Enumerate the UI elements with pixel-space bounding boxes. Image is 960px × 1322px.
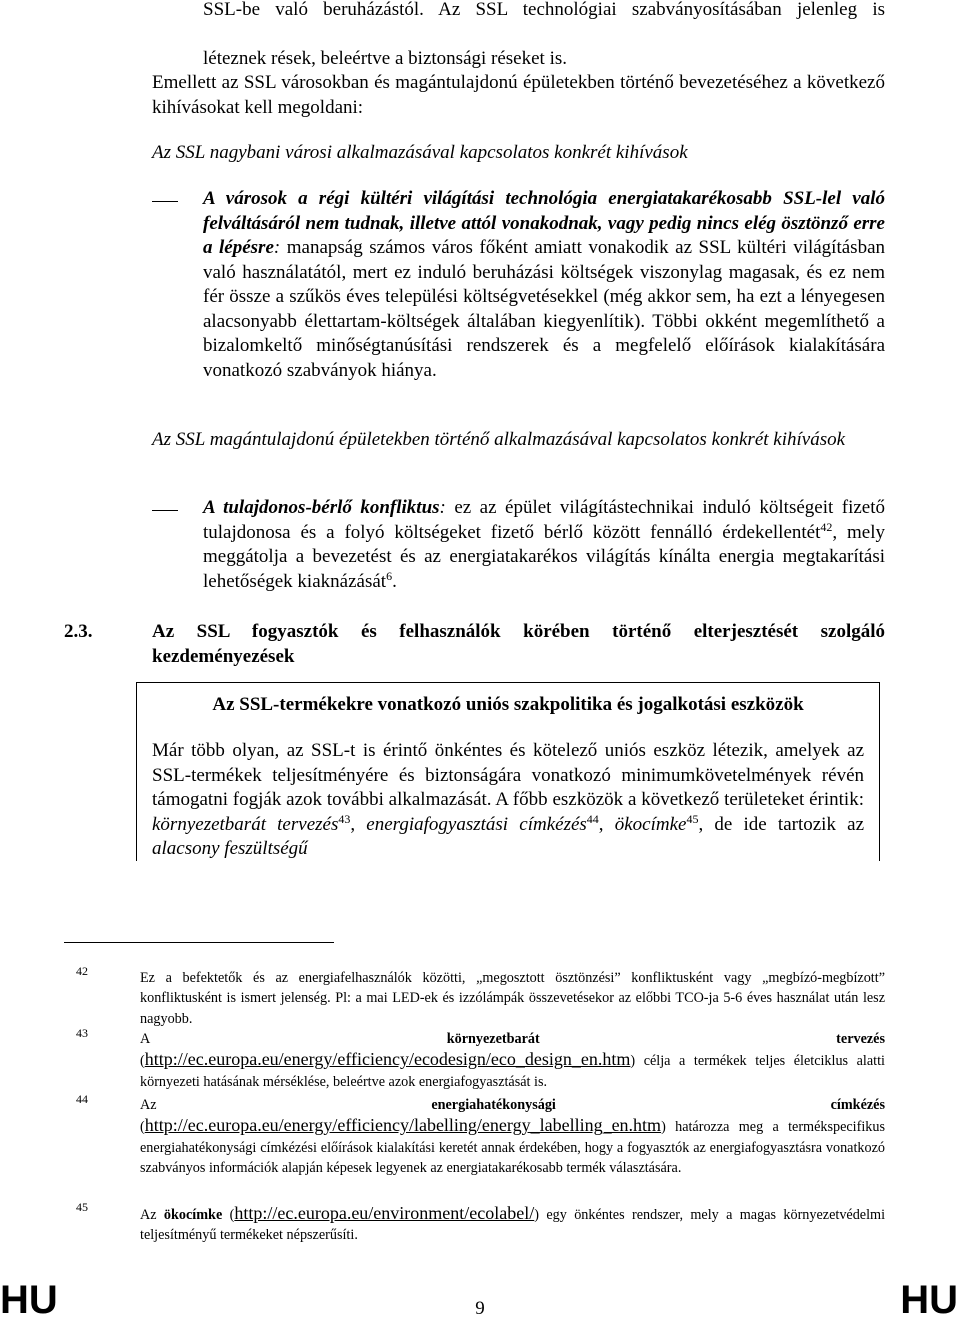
ecodesign-link[interactable]: http://ec.europa.eu/energy/efficiency/ecodesign/eco_design_en.htm xyxy=(144,1049,631,1070)
box-text2: , de ide tartozik az xyxy=(698,813,865,835)
footnote-ref-45[interactable]: 45 xyxy=(686,811,699,826)
box-title: Az SSL-termékekre vonatkozó uniós szakpolitika és jogalkotási eszközök xyxy=(212,694,804,715)
eu-policy-box xyxy=(136,682,880,861)
bullet1-text: manapság számos város főként amiatt vonakodik az SSL kültéri világításban való használatától, mert ez induló beruházási költségek viszonylag magasak, és ez nem fér össze a szűkös éves települési költségvetésekkel (még akkor sem, ha ezt a lényegesen alacsonyabb élettartam-költségek általában kiegyenlítik). Többi okként megemlíthető a bizalomkeltő minőségtanúsítási rendszerek és a megfelelő előírások kialakítására vonatkozó szabványok hiánya. xyxy=(203,237,886,381)
footnote-ref-43[interactable]: 43 xyxy=(338,811,351,826)
bullet-dash xyxy=(152,201,178,202)
bullet1-colon: : xyxy=(273,237,281,258)
top-paragraph-line1: SSL-be való beruházástól. Az SSL technológiai szabványosításában jelenleg is xyxy=(203,0,885,20)
bullet2-text2: , mely meggátolja a bevezetést és az energiatakarékos világítás kínálta energia megtakarítási lehetőségek kiaknázását xyxy=(203,521,885,592)
footnote-44-line1: Az energiahatékonysági címkézés xyxy=(140,1097,885,1113)
intro-paragraph: Emellett az SSL városokban és magántulajdonú épületekben történő bevezetéséhez a következő kihívásokat kell megoldani: xyxy=(152,72,885,118)
heading-private-challenges: Az SSL magántulajdonú épületekben történő alkalmazásával kapcsolatos konkrét kihívások xyxy=(152,429,846,450)
bullet1-lead: A városok a régi kültéri világítási technológia energiatakarékosabb SSL-lel való felváltásáról nem tudnak, illetve attól vonakodnak, vagy pedig nincs elég ösztönző erre a lépésre xyxy=(203,188,885,258)
footnote-ref-6[interactable]: 6 xyxy=(386,568,393,583)
footnote-ref-42[interactable]: 42 xyxy=(820,519,833,534)
footnote-45: Az ökocímke (http://ec.europa.eu/environment/ecolabel/) egy önkéntes rendszer, mely a magas környezetvédelmi teljesítményű termékeket népszerűsíti. xyxy=(140,1203,886,1244)
bullet2-lead: A tulajdonos-bérlő konfliktus xyxy=(203,497,440,518)
box-ecodesign: környezetbarát tervezés xyxy=(152,813,339,835)
bullet-city-challenge xyxy=(203,187,885,383)
bullet2-end: . xyxy=(392,570,397,592)
footnote-44-body: (http://ec.europa.eu/energy/efficiency/labelling/energy_labelling_en.htm) határozza meg a termékspecifikus energiahatékonysági címkézési előírások kialakítási keretét annak érdekében, hogy a fogyasztók az energiafogyasztásra vonatkozó szabványos információk alapján képesek legyenek az energiatakarékosabb termék választására. xyxy=(140,1115,885,1176)
box-low-voltage: alacsony feszültségű xyxy=(152,838,308,859)
footnote-number-43: 43 xyxy=(76,1026,88,1040)
bullet-dash xyxy=(152,510,178,511)
box-comma2: , xyxy=(598,813,604,835)
top-paragraph-line2: léteznek rések, beleértve a biztonsági réseket is. xyxy=(203,48,567,69)
bullet2-colon: : xyxy=(439,497,446,518)
bullet-owner-tenant xyxy=(203,496,885,594)
footnote-43 xyxy=(140,1029,885,1092)
footnote-separator xyxy=(64,942,334,943)
page-number: 9 xyxy=(475,1298,485,1319)
footnote-43-body: (http://ec.europa.eu/energy/efficiency/ecodesign/eco_design_en.htm) célja a termékek teljes életciklus alatti környezeti hatásának mérséklése, beleértve azok energiafogyasztását is. xyxy=(140,1049,885,1090)
box-ecolabel: ökocímke xyxy=(614,813,687,835)
section-title: Az SSL fogyasztók és felhasználók körében történő elterjesztését szolgáló kezdeményezések xyxy=(152,621,885,667)
footnote-number-42: 42 xyxy=(76,964,88,978)
top-paragraph xyxy=(203,0,885,72)
bullet2-text1: ez az épület világítástechnikai induló költségeit fizető tulajdonosa és a folyó költségeket fizető bérlő között fennálló érdekellentét xyxy=(203,497,885,543)
footer-language-right: HU xyxy=(900,1278,958,1322)
energy-labelling-link[interactable]: http://ec.europa.eu/energy/efficiency/labelling/energy_labelling_en.htm xyxy=(144,1115,662,1136)
footnote-number-44: 44 xyxy=(76,1092,88,1106)
footer-language-left: HU xyxy=(0,1278,58,1322)
footnote-ref-44[interactable]: 44 xyxy=(586,811,599,826)
box-text1: Már több olyan, az SSL-t is érintő önkéntes és kötelező uniós eszköz létezik, amelyek az SSL-termékek teljesítményére és biztonságára vonatkozó minimumkövetelmények révén támogatni fogják azok további alkalmazását. A főbb eszközök a következő területeket érintik: xyxy=(152,740,864,810)
footnote-number-45: 45 xyxy=(76,1200,88,1214)
box-comma1: , xyxy=(350,813,356,835)
section-number: 2.3. xyxy=(64,621,93,642)
footnote-42: Ez a befektetők és az energiafelhasználók közötti, „megosztott ösztönzési” konfliktusként vagy „megbízó-megbízott” konfliktusként is ismert jelenség. Pl: a mai LED-ek és izzólámpák összevetésekor az előbbi TCO-ja 5-6 éves használat után lesz nagyobb. xyxy=(140,970,885,1027)
ecolabel-link[interactable]: http://ec.europa.eu/environment/ecolabel/ xyxy=(234,1203,535,1223)
box-energy-label: energiafogyasztási címkézés xyxy=(366,813,587,835)
footnote-43-line1: A környezetbarát tervezés xyxy=(140,1031,885,1047)
footnote-44 xyxy=(140,1095,885,1178)
heading-city-challenges: Az SSL nagybani városi alkalmazásával kapcsolatos konkrét kihívások xyxy=(152,142,688,163)
box-paragraph xyxy=(152,739,864,861)
